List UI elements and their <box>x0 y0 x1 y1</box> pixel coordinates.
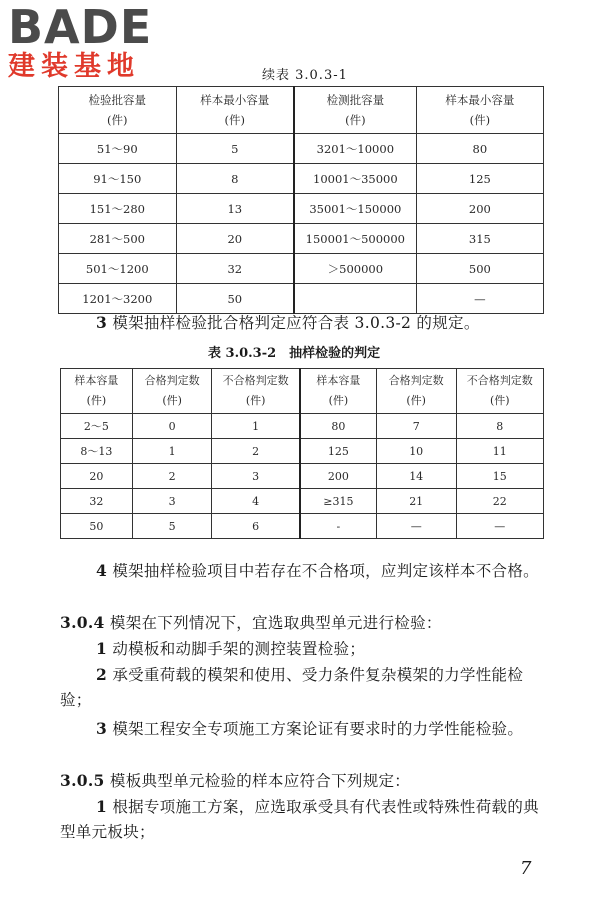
item-number: 3 <box>96 719 108 738</box>
section-number: 3.0.4 <box>60 613 105 632</box>
table-cell: 20 <box>176 224 294 254</box>
table-row <box>59 164 544 194</box>
table-cell: 13 <box>176 194 294 224</box>
table-cell: 50 <box>176 284 294 314</box>
table-cell: 35001～150000 <box>294 194 416 224</box>
table-cell: 20 <box>61 464 133 489</box>
logo-wordmark: BADE <box>8 0 153 54</box>
table-cell: 501～1200 <box>59 254 177 284</box>
item-number: 4 <box>96 561 108 580</box>
table-cell: 32 <box>176 254 294 284</box>
item-text: 模架工程安全专项施工方案论证有要求时的力学性能检验。 <box>112 720 524 738</box>
section-3-0-4 <box>60 610 548 636</box>
table-cell: 2 <box>132 464 212 489</box>
table-cell: 91～150 <box>59 164 177 194</box>
table-cell: 6 <box>212 514 300 539</box>
table-cell: 3 <box>212 464 300 489</box>
table-cell: 125 <box>416 164 543 194</box>
table-row <box>59 254 544 284</box>
item-number: 1 <box>96 639 108 658</box>
table-row <box>59 284 544 314</box>
header-cell: 合格判定数 (件) <box>376 369 456 414</box>
table-cell: 1 <box>132 439 212 464</box>
table-cell: 8 <box>456 414 543 439</box>
table-row <box>61 464 544 489</box>
table-row <box>59 224 544 254</box>
table-cell: 10 <box>376 439 456 464</box>
header-cell: 样本容量 (件) <box>300 369 376 414</box>
item-number: 3 <box>96 313 108 332</box>
section-3-0-5 <box>60 768 548 794</box>
item-number: 1 <box>96 797 108 816</box>
header-cell: 检测批容量 (件) <box>294 87 416 134</box>
table-cell: 315 <box>416 224 543 254</box>
table-row <box>59 134 544 164</box>
section-text: 模板典型单元检验的样本应符合下列规定： <box>109 772 411 790</box>
header-cell: 不合格判定数 (件) <box>212 369 300 414</box>
table-cell: 125 <box>300 439 376 464</box>
table-cell: 3 <box>132 489 212 514</box>
table-row <box>61 439 544 464</box>
section-3-0-4-item-1 <box>60 636 548 662</box>
table-cell: 4 <box>212 489 300 514</box>
table-cell: — <box>456 514 543 539</box>
table-cell: 200 <box>300 464 376 489</box>
header-cell: 不合格判定数 (件) <box>456 369 543 414</box>
table-cell: 32 <box>61 489 133 514</box>
header-cell: 样本容量 (件) <box>61 369 133 414</box>
table-cell: 0 <box>132 414 212 439</box>
item-text: 根据专项施工方案，应选取承受具有代表性或特殊性荷载的典型单元板块； <box>60 798 539 841</box>
table-row <box>61 514 544 539</box>
section-3-0-5-item-1 <box>60 794 548 845</box>
header-cell: 样本最小容量 (件) <box>176 87 294 134</box>
table-row <box>61 414 544 439</box>
table-cell: ＞500000 <box>294 254 416 284</box>
header-cell: 合格判定数 (件) <box>132 369 212 414</box>
table-cell: — <box>376 514 456 539</box>
table-cell: 51～90 <box>59 134 177 164</box>
section-number: 3.0.5 <box>60 771 105 790</box>
table-cell: 150001～500000 <box>294 224 416 254</box>
table-cell: 7 <box>376 414 456 439</box>
table-cell: 50 <box>61 514 133 539</box>
table-cell: 8 <box>176 164 294 194</box>
item-text: 模架抽样检验项目中若存在不合格项，应判定该样本不合格。 <box>112 562 539 580</box>
header-cell: 检验批容量 (件) <box>59 87 177 134</box>
table1-caption: 续表 3.0.3-1 <box>262 68 348 83</box>
table-cell <box>294 284 416 314</box>
item-4-paragraph <box>60 558 548 584</box>
section-3-0-4-item-2 <box>60 662 548 713</box>
table-cell: 21 <box>376 489 456 514</box>
bade-logo <box>8 0 178 86</box>
table-sampling-judgement <box>60 368 544 539</box>
table-cell: 80 <box>416 134 543 164</box>
table-cell: 2 <box>212 439 300 464</box>
table-cell: 200 <box>416 194 543 224</box>
item-text: 承受重荷载的模架和使用、受力条件复杂模架的力学性能检验； <box>60 666 524 709</box>
section-text: 模架在下列情况下，宜选取典型单元进行检验： <box>109 614 442 632</box>
item-number: 2 <box>96 665 108 684</box>
table-cell: 5 <box>176 134 294 164</box>
section-3-0-4-item-3 <box>60 716 548 742</box>
table-header-row <box>61 369 544 414</box>
table-cell: - <box>300 514 376 539</box>
table-cell: 10001～35000 <box>294 164 416 194</box>
item-text: 模架抽样检验批合格判定应符合表 3.0.3-2 的规定。 <box>112 314 480 332</box>
table-cell: 80 <box>300 414 376 439</box>
table-cell: 500 <box>416 254 543 284</box>
item-text: 动模板和动脚手架的测控装置检验； <box>112 640 366 658</box>
item-3-paragraph <box>60 310 548 336</box>
table-row <box>59 194 544 224</box>
table-cell: 1201～3200 <box>59 284 177 314</box>
table-cell: 14 <box>376 464 456 489</box>
table-cell: 3201～10000 <box>294 134 416 164</box>
table-cell: 1 <box>212 414 300 439</box>
table-cell: 11 <box>456 439 543 464</box>
logo-subtitle: 建装基地 <box>8 51 140 82</box>
table2-caption: 表 3.0.3-2 抽样检验的判定 <box>208 346 381 361</box>
table-cell: 2～5 <box>61 414 133 439</box>
table-cell: 8～13 <box>61 439 133 464</box>
table-sample-size <box>58 86 544 314</box>
page-number: 7 <box>520 858 532 879</box>
table-header-row <box>59 87 544 134</box>
table-cell: 151～280 <box>59 194 177 224</box>
table-cell: 22 <box>456 489 543 514</box>
table-cell: 281～500 <box>59 224 177 254</box>
table-cell: 5 <box>132 514 212 539</box>
table-cell: 15 <box>456 464 543 489</box>
table-cell: — <box>416 284 543 314</box>
table-cell: ≥315 <box>300 489 376 514</box>
table-row <box>61 489 544 514</box>
header-cell: 样本最小容量 (件) <box>416 87 543 134</box>
